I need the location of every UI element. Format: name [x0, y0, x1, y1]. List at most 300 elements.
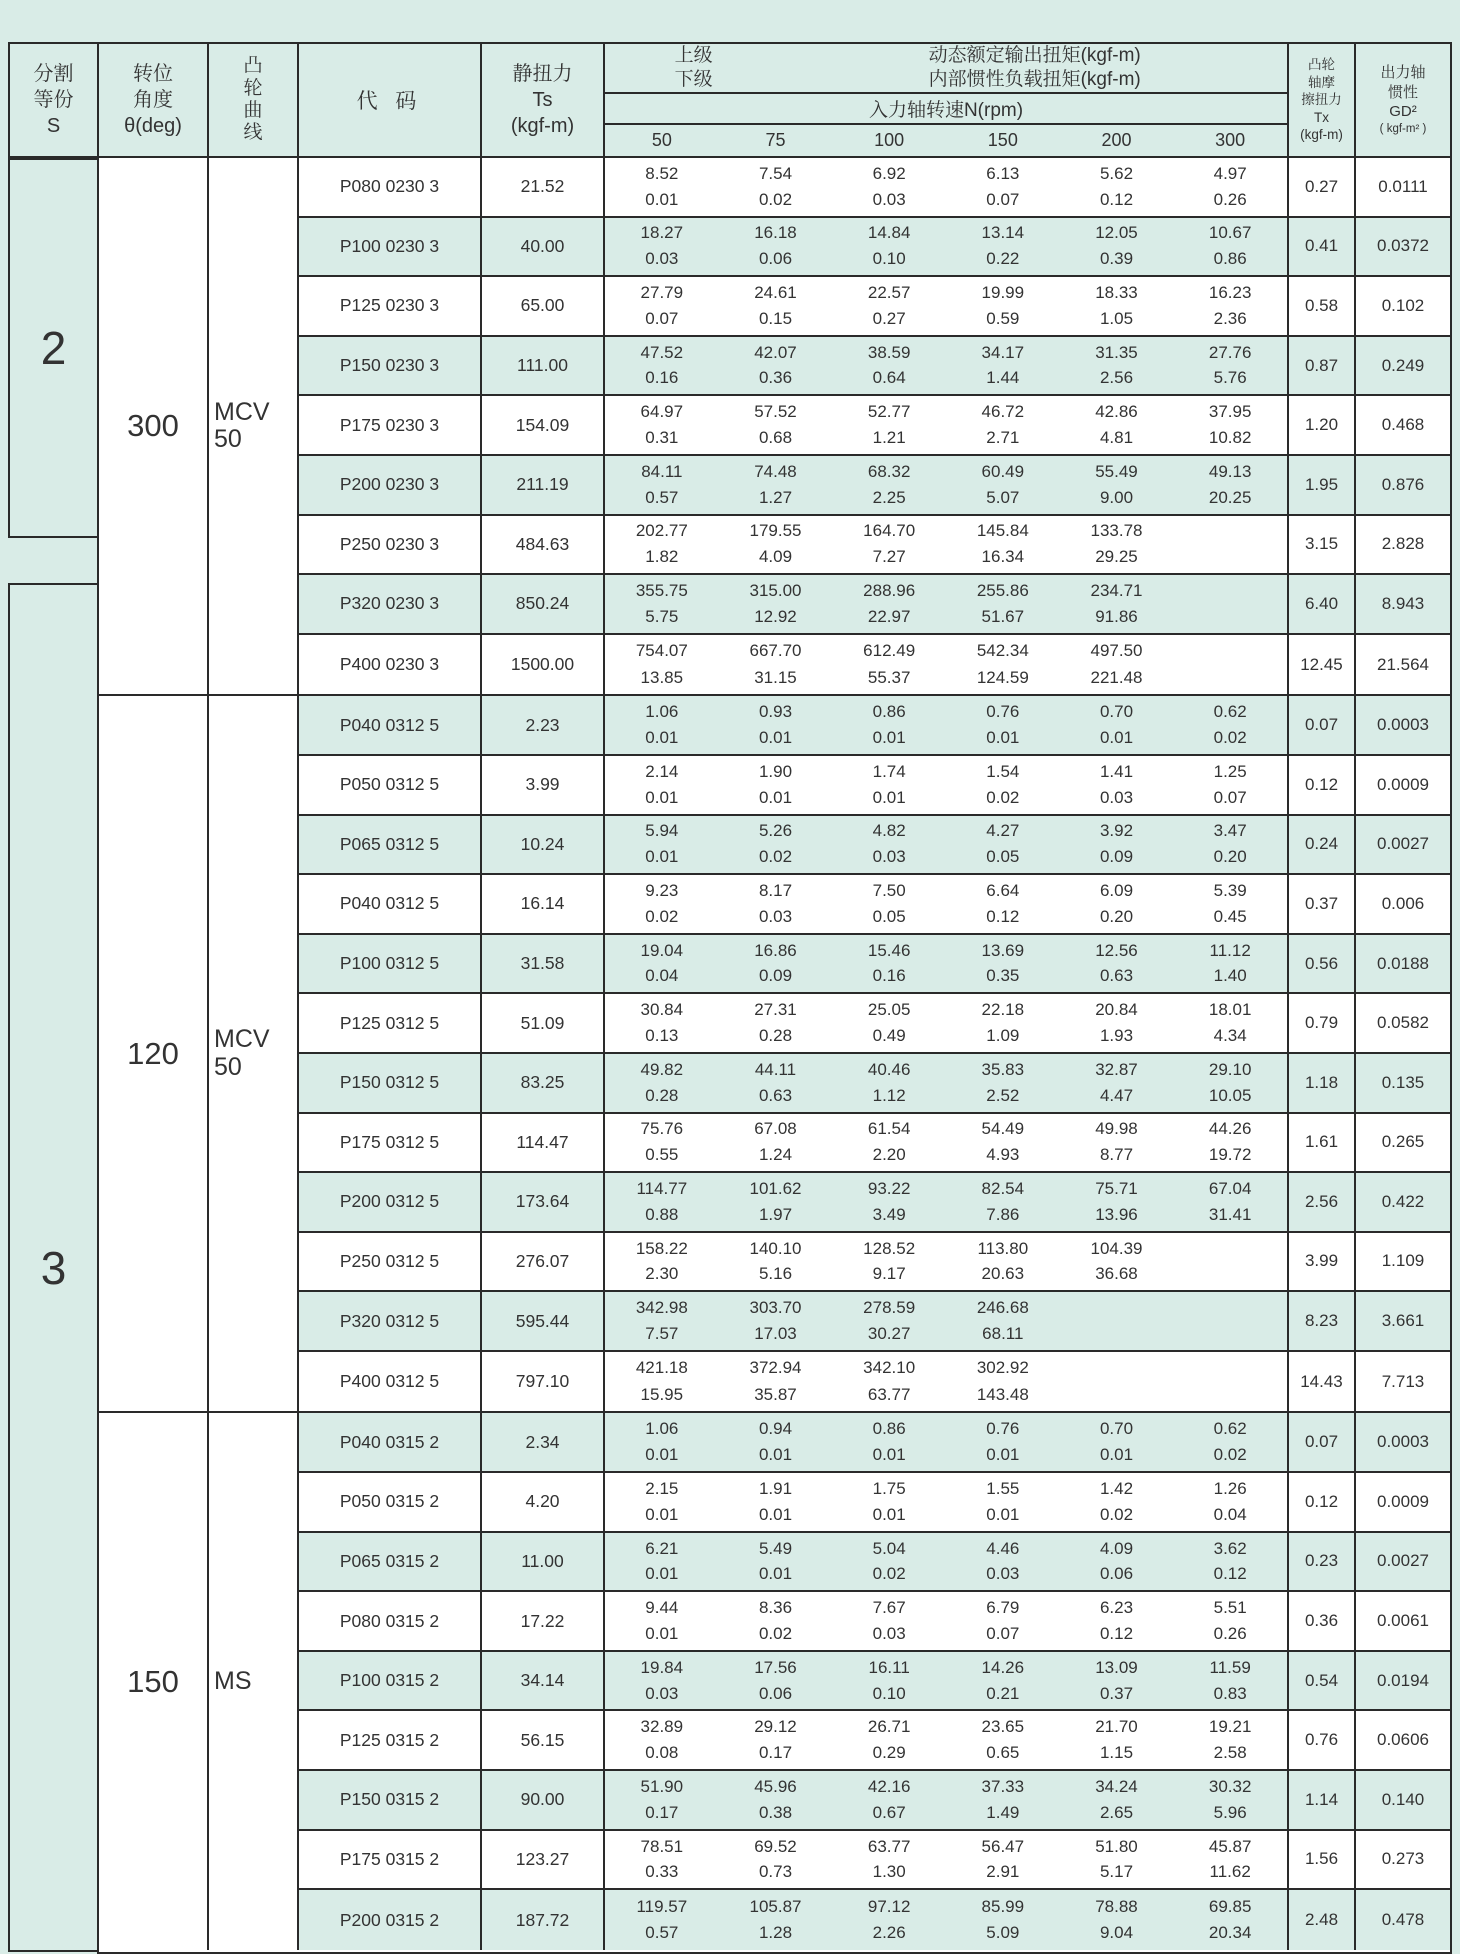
static-torque-cell: 65.00: [482, 277, 605, 335]
header-cam-curve-char: 轮: [243, 77, 263, 99]
torque-value: 54.49: [981, 1119, 1025, 1139]
torque-value: 27.31: [754, 1000, 797, 1020]
torque-value: 0.12: [1213, 1564, 1247, 1584]
torque-value: 221.48: [1090, 667, 1143, 687]
torque-value: 11.12: [1209, 940, 1251, 960]
torque-value: 42.16: [867, 1776, 911, 1796]
torque-value: 0.39: [1099, 249, 1134, 269]
output-inertia-cell: 0.0582: [1377, 1013, 1429, 1033]
torque-value: 67.04: [1208, 1178, 1252, 1198]
torque-value: 1.09: [986, 1026, 1020, 1045]
torque-value: 0.12: [1099, 1623, 1134, 1643]
torque-value: 40.46: [867, 1059, 911, 1079]
code-cell: P125 0312 5: [299, 994, 482, 1052]
torque-value: 0.38: [758, 1802, 793, 1822]
torque-value: 1.15: [1099, 1743, 1134, 1763]
torque-value: 0.01: [872, 1504, 906, 1524]
speed-tick: 200: [1101, 130, 1132, 150]
static-torque-cell: 211.19: [482, 456, 605, 514]
cam-friction-cell: 1.61: [1289, 1114, 1356, 1172]
torque-value: 0.07: [986, 1623, 1020, 1643]
torque-grid: [605, 158, 1289, 216]
torque-grid: [605, 1711, 1289, 1769]
torque-value: 9.00: [1099, 487, 1134, 507]
output-inertia-cell: 0.0606: [1377, 1730, 1429, 1750]
torque-value: 1.82: [645, 547, 679, 567]
torque-value: 5.07: [986, 487, 1020, 507]
output-inertia-cell: 0.0003: [1377, 715, 1429, 735]
torque-value: 2.71: [986, 428, 1020, 448]
torque-value: 5.39: [1213, 881, 1247, 901]
torque-grid: [605, 218, 1289, 276]
torque-value: 0.62: [1213, 1419, 1247, 1439]
torque-value: 5.09: [986, 1923, 1020, 1943]
torque-grid: [605, 756, 1289, 814]
torque-value: 0.04: [1213, 1504, 1247, 1524]
speed-tick: 50: [651, 130, 672, 150]
torque-value: 754.07: [635, 641, 688, 661]
torque-value: 0.10: [872, 249, 906, 269]
torque-value: 22.57: [867, 283, 911, 303]
static-torque-cell: 484.63: [482, 516, 605, 574]
torque-grid: [605, 1473, 1289, 1531]
torque-value: 104.39: [1090, 1238, 1143, 1258]
torque-value: 0.08: [645, 1743, 679, 1763]
torque-value: 0.01: [645, 847, 679, 867]
cam-friction-cell: 0.79: [1289, 994, 1356, 1052]
cam-friction-cell: 12.45: [1289, 635, 1356, 695]
output-inertia-cell: 3.661: [1381, 1311, 1425, 1331]
cam-friction-cell: 1.95: [1289, 456, 1356, 514]
torque-value: 164.70: [863, 521, 916, 541]
torque-value: 6.92: [872, 163, 906, 183]
speed-tick: 75: [765, 130, 786, 150]
torque-value: 234.71: [1090, 581, 1143, 601]
torque-value: 60.49: [981, 461, 1025, 481]
torque-value: 75.76: [640, 1119, 684, 1139]
torque-value: 67.08: [754, 1119, 797, 1139]
header-cam-friction-line: 轴摩: [1308, 74, 1335, 90]
cam-friction-cell: 0.27: [1289, 158, 1356, 216]
torque-value: 20.84: [1095, 1000, 1138, 1020]
torque-value: 1.97: [758, 1204, 793, 1224]
torque-value: 52.77: [867, 402, 911, 422]
torque-value: 0.16: [645, 368, 679, 388]
output-inertia-cell: 0.140: [1381, 1789, 1425, 1809]
torque-value: 78.88: [1095, 1896, 1138, 1916]
torque-value: 16.34: [981, 547, 1025, 567]
block-s3-150: [99, 1413, 1450, 1949]
static-torque-cell: 595.44: [482, 1292, 605, 1350]
torque-value: 32.89: [640, 1717, 684, 1737]
torque-value: 14.26: [981, 1657, 1025, 1677]
torque-value: 0.09: [1099, 847, 1134, 867]
static-torque-cell: 114.47: [482, 1114, 605, 1172]
torque-value: 6.21: [645, 1538, 679, 1558]
torque-value: 0.73: [758, 1862, 793, 1882]
torque-value: 46.72: [981, 402, 1025, 422]
header-grade-label: [605, 44, 782, 92]
torque-value: 1.27: [758, 487, 793, 507]
torque-grid: [605, 456, 1289, 514]
header-output-inertia-line: 惯性: [1387, 83, 1418, 101]
table-row: [299, 1292, 1450, 1352]
torque-value: 5.49: [758, 1538, 793, 1558]
torque-value: 0.01: [645, 1623, 679, 1643]
torque-value: 0.68: [758, 428, 793, 448]
header-static-torque-line: Ts: [532, 89, 553, 111]
torque-value: 69.52: [754, 1836, 797, 1856]
torque-value: 10.67: [1208, 223, 1252, 243]
division-column: [8, 42, 97, 1954]
table-row: [299, 1890, 1450, 1950]
torque-value: 14.84: [867, 223, 911, 243]
torque-value: 4.27: [986, 821, 1020, 841]
torque-value: 19.99: [981, 283, 1025, 303]
torque-grid: [605, 1652, 1289, 1710]
table-row: [299, 158, 1450, 218]
torque-value: 34.17: [981, 342, 1025, 362]
torque-value: 38.59: [867, 342, 911, 362]
header-cam-friction-line: 擦扭力: [1301, 92, 1342, 108]
torque-value: 9.04: [1099, 1923, 1134, 1943]
torque-value: 7.67: [872, 1598, 906, 1618]
static-torque-cell: 10.24: [482, 816, 605, 874]
table-row: [299, 1771, 1450, 1831]
torque-value: 255.86: [976, 581, 1029, 601]
output-inertia-cell: 0.0188: [1377, 953, 1429, 973]
torque-value: 93.22: [867, 1178, 911, 1198]
torque-value: 37.95: [1208, 402, 1252, 422]
torque-value: 133.78: [1090, 521, 1143, 541]
torque-value: 97.12: [867, 1896, 911, 1916]
cam-friction-cell: 0.23: [1289, 1533, 1356, 1591]
torque-value: 5.75: [645, 606, 679, 626]
output-inertia-cell: 0.0027: [1377, 1551, 1429, 1571]
cam-friction-cell: 0.41: [1289, 218, 1356, 276]
angle-cell: 120: [99, 696, 209, 1411]
torque-value: 1.25: [1213, 761, 1247, 781]
speed-tick: 150: [987, 130, 1018, 150]
static-torque-cell: 797.10: [482, 1352, 605, 1412]
table-row: [299, 456, 1450, 516]
torque-value: 0.01: [872, 728, 906, 748]
table-header: [99, 44, 1450, 158]
torque-value: 0.62: [1213, 702, 1247, 722]
torque-value: 13.96: [1095, 1204, 1138, 1224]
torque-value: 1.42: [1099, 1478, 1134, 1498]
cam-friction-cell: 0.56: [1289, 935, 1356, 993]
torque-value: 20.63: [981, 1264, 1025, 1284]
output-inertia-cell: 2.828: [1381, 534, 1425, 554]
curve-line: 50: [214, 425, 242, 454]
torque-value: 51.67: [981, 606, 1025, 626]
torque-value: 0.01: [645, 728, 679, 748]
torque-value: 0.02: [872, 1564, 906, 1584]
table-row: [299, 1652, 1450, 1712]
header-division-line: 分割: [33, 63, 74, 85]
torque-value: 55.37: [867, 667, 911, 687]
torque-value: 55.49: [1095, 461, 1138, 481]
torque-value: 0.93: [758, 702, 793, 722]
static-torque-cell: 21.52: [482, 158, 605, 216]
torque-value: 0.55: [645, 1145, 679, 1165]
torque-value: 44.11: [754, 1059, 797, 1079]
torque-value: 29.12: [754, 1717, 797, 1737]
output-inertia-cell: 0.876: [1381, 474, 1425, 494]
torque-value: 105.87: [749, 1896, 802, 1916]
torque-value: 140.10: [749, 1238, 802, 1258]
torque-grid: [605, 1233, 1289, 1291]
output-inertia-cell: 0.0061: [1377, 1611, 1429, 1631]
table-row: [299, 756, 1450, 816]
code-cell: P040 0312 5: [299, 875, 482, 933]
cam-friction-cell: 0.07: [1289, 1413, 1356, 1471]
torque-value: 5.16: [758, 1264, 793, 1284]
rows-s2-300: [299, 158, 1450, 694]
static-torque-cell: 3.99: [482, 756, 605, 814]
torque-value: 0.03: [758, 906, 793, 926]
output-inertia-cell: 0.478: [1381, 1910, 1425, 1930]
header-grade-upper: 上级: [674, 45, 713, 67]
torque-value: 18.33: [1095, 283, 1138, 303]
torque-value: 0.01: [645, 1445, 679, 1465]
static-torque-cell: 1500.00: [482, 635, 605, 695]
static-torque-cell: 2.23: [482, 696, 605, 754]
torque-value: 0.28: [645, 1085, 679, 1105]
torque-value: 0.01: [986, 1445, 1020, 1465]
output-inertia-cell: 21.564: [1377, 654, 1429, 674]
static-torque-cell: 123.27: [482, 1831, 605, 1889]
torque-value: 30.84: [640, 1000, 684, 1020]
torque-value: 612.49: [863, 641, 916, 661]
cam-friction-cell: 3.15: [1289, 516, 1356, 574]
torque-value: 4.09: [758, 547, 793, 567]
torque-value: 1.12: [872, 1085, 906, 1105]
torque-value: 0.86: [1213, 249, 1247, 269]
torque-value: 0.12: [986, 906, 1020, 926]
torque-value: 56.47: [981, 1836, 1025, 1856]
output-inertia-cell: 8.943: [1381, 593, 1425, 613]
table-row: [299, 1711, 1450, 1771]
torque-value: 1.06: [645, 1419, 679, 1439]
torque-value: 27.76: [1208, 342, 1252, 362]
torque-value: 101.62: [749, 1178, 802, 1198]
torque-value: 355.75: [635, 581, 688, 601]
header-torque-group: [605, 44, 1289, 156]
torque-value: 0.57: [645, 1923, 679, 1943]
output-inertia-cell: 0.0111: [1378, 176, 1428, 196]
table-row: [299, 277, 1450, 337]
static-torque-cell: 187.72: [482, 1890, 605, 1950]
torque-value: 0.03: [872, 189, 906, 209]
torque-value: 29.10: [1208, 1059, 1252, 1079]
cam-friction-cell: 0.54: [1289, 1652, 1356, 1710]
table-row: [299, 575, 1450, 635]
code-cell: P175 0312 5: [299, 1114, 482, 1172]
torque-value: 31.35: [1095, 342, 1138, 362]
block-s2-300: [99, 158, 1450, 696]
code-cell: P125 0315 2: [299, 1711, 482, 1769]
torque-value: 114.77: [636, 1178, 688, 1198]
torque-value: 5.17: [1099, 1862, 1134, 1882]
torque-value: 2.26: [872, 1923, 906, 1943]
torque-value: 0.20: [1213, 847, 1247, 867]
torque-value: 17.03: [754, 1323, 797, 1343]
torque-value: 1.30: [872, 1862, 906, 1882]
static-torque-cell: 850.24: [482, 575, 605, 633]
torque-value: 11.62: [1209, 1862, 1251, 1882]
torque-value: 15.95: [640, 1385, 684, 1405]
torque-value: 9.17: [872, 1264, 906, 1284]
torque-value: 0.02: [758, 1623, 793, 1643]
header-dynamic-torque-label: 动态额定输出扭矩(kgf-m): [928, 45, 1141, 67]
torque-value: 2.36: [1213, 308, 1247, 328]
header-code-label: 代 码: [356, 90, 423, 113]
speed-tick: 100: [874, 130, 905, 150]
torque-value: 0.12: [1099, 189, 1134, 209]
table-row: [299, 218, 1450, 278]
torque-value: 0.01: [1099, 1445, 1134, 1465]
output-inertia-cell: 0.249: [1381, 355, 1425, 375]
code-cell: P125 0230 3: [299, 277, 482, 335]
static-torque-cell: 17.22: [482, 1592, 605, 1650]
torque-value: 1.40: [1213, 966, 1247, 986]
torque-value: 2.20: [872, 1145, 906, 1165]
output-inertia-cell: 0.468: [1381, 415, 1425, 435]
torque-value: 0.26: [1213, 1623, 1247, 1643]
torque-value: 22.18: [981, 1000, 1025, 1020]
torque-value: 1.41: [1099, 761, 1134, 781]
table-row: [299, 1352, 1450, 1412]
header-angle-line: 转位: [133, 63, 173, 85]
torque-value: 0.22: [986, 249, 1020, 269]
torque-value: 12.05: [1095, 223, 1138, 243]
torque-value: 30.32: [1208, 1776, 1252, 1796]
table-body: [99, 158, 1450, 1950]
s-group-label-3: 3: [8, 583, 97, 1952]
curve-cell: [209, 1413, 299, 1949]
torque-value: 1.21: [872, 428, 906, 448]
torque-value: 78.51: [640, 1836, 684, 1856]
s-group-label-2: 2: [8, 158, 97, 538]
torque-value: 16.23: [1208, 283, 1252, 303]
torque-value: 10.05: [1208, 1085, 1252, 1105]
torque-value: 0.05: [872, 906, 906, 926]
output-inertia-cell: 0.102: [1381, 295, 1425, 315]
header-static-torque-line: 静扭力: [512, 63, 573, 85]
cam-friction-cell: 0.24: [1289, 816, 1356, 874]
table-row: [299, 396, 1450, 456]
torque-value: 19.21: [1208, 1717, 1252, 1737]
torque-value: 0.02: [758, 847, 793, 867]
torque-grid: [605, 1831, 1289, 1889]
cam-friction-cell: 0.58: [1289, 277, 1356, 335]
torque-value: 0.03: [986, 1564, 1020, 1584]
torque-value: 36.68: [1095, 1264, 1138, 1284]
torque-value: 74.48: [754, 461, 797, 481]
torque-value: 0.17: [645, 1802, 679, 1822]
torque-value: 42.86: [1095, 402, 1138, 422]
output-inertia-cell: 0.006: [1381, 893, 1425, 913]
torque-value: 5.62: [1099, 163, 1134, 183]
torque-value: 22.97: [867, 606, 911, 626]
torque-value: 0.09: [758, 966, 793, 986]
torque-value: 45.87: [1208, 1836, 1252, 1856]
torque-value: 342.98: [635, 1298, 688, 1318]
torque-value: 18.01: [1208, 1000, 1252, 1020]
torque-value: 4.47: [1099, 1085, 1134, 1105]
torque-grid: [605, 1592, 1289, 1650]
torque-value: 0.01: [758, 787, 793, 807]
curve-line: MCV: [214, 1025, 270, 1054]
torque-value: 64.97: [640, 402, 684, 422]
header-output-inertia-unit: ( kgf-m² ): [1379, 122, 1427, 135]
static-torque-cell: 2.34: [482, 1413, 605, 1471]
torque-value: 9.44: [645, 1598, 679, 1618]
torque-value: 49.13: [1208, 461, 1252, 481]
header-torque-label: [782, 44, 1287, 92]
torque-value: 0.76: [986, 1419, 1020, 1439]
output-inertia-cell: 0.422: [1381, 1191, 1425, 1211]
torque-value: 202.77: [635, 521, 688, 541]
table-row: [299, 635, 1450, 695]
torque-value: 11.59: [1209, 1657, 1251, 1677]
torque-value: 0.36: [758, 368, 793, 388]
rows-s3-120: [299, 696, 1450, 1411]
torque-value: 2.65: [1099, 1802, 1134, 1822]
header-division-line: S: [46, 115, 61, 137]
torque-value: 1.54: [986, 761, 1020, 781]
static-torque-cell: 276.07: [482, 1233, 605, 1291]
torque-value: 75.71: [1095, 1178, 1138, 1198]
table-row: [299, 1054, 1450, 1114]
torque-value: 0.86: [872, 1419, 906, 1439]
spec-table: [97, 42, 1452, 1954]
torque-value: 0.20: [1099, 906, 1134, 926]
torque-value: 3.92: [1099, 821, 1134, 841]
header-angle-line: θ(deg): [124, 115, 182, 137]
cam-friction-cell: 0.12: [1289, 1473, 1356, 1531]
torque-value: 15.46: [867, 940, 911, 960]
header-cam-friction: [1289, 44, 1356, 156]
code-cell: P065 0312 5: [299, 816, 482, 874]
torque-value: 29.25: [1095, 547, 1138, 567]
torque-value: 303.70: [749, 1298, 802, 1318]
torque-value: 0.02: [758, 189, 793, 209]
table-row: [299, 1413, 1450, 1473]
header-output-inertia: [1356, 44, 1450, 156]
table-row: [299, 516, 1450, 576]
torque-value: 49.82: [640, 1059, 684, 1079]
torque-value: 0.59: [986, 308, 1020, 328]
table-row: [299, 1831, 1450, 1891]
torque-grid: [605, 1292, 1289, 1350]
cam-friction-cell: 2.56: [1289, 1173, 1356, 1231]
torque-value: 0.01: [645, 189, 679, 209]
torque-value: 19.84: [640, 1657, 684, 1677]
torque-value: 0.02: [1213, 1445, 1247, 1465]
torque-value: 1.06: [645, 702, 679, 722]
table-row: [299, 1114, 1450, 1174]
header-static-torque: [482, 44, 605, 156]
header-inertia-torque-label: 内部惯性负载扭矩(kgf-m): [928, 69, 1141, 90]
torque-value: 25.05: [867, 1000, 911, 1020]
code-cell: P100 0230 3: [299, 218, 482, 276]
torque-value: 0.03: [645, 1683, 679, 1703]
torque-value: 0.31: [645, 428, 679, 448]
output-inertia-cell: 0.265: [1381, 1132, 1425, 1152]
